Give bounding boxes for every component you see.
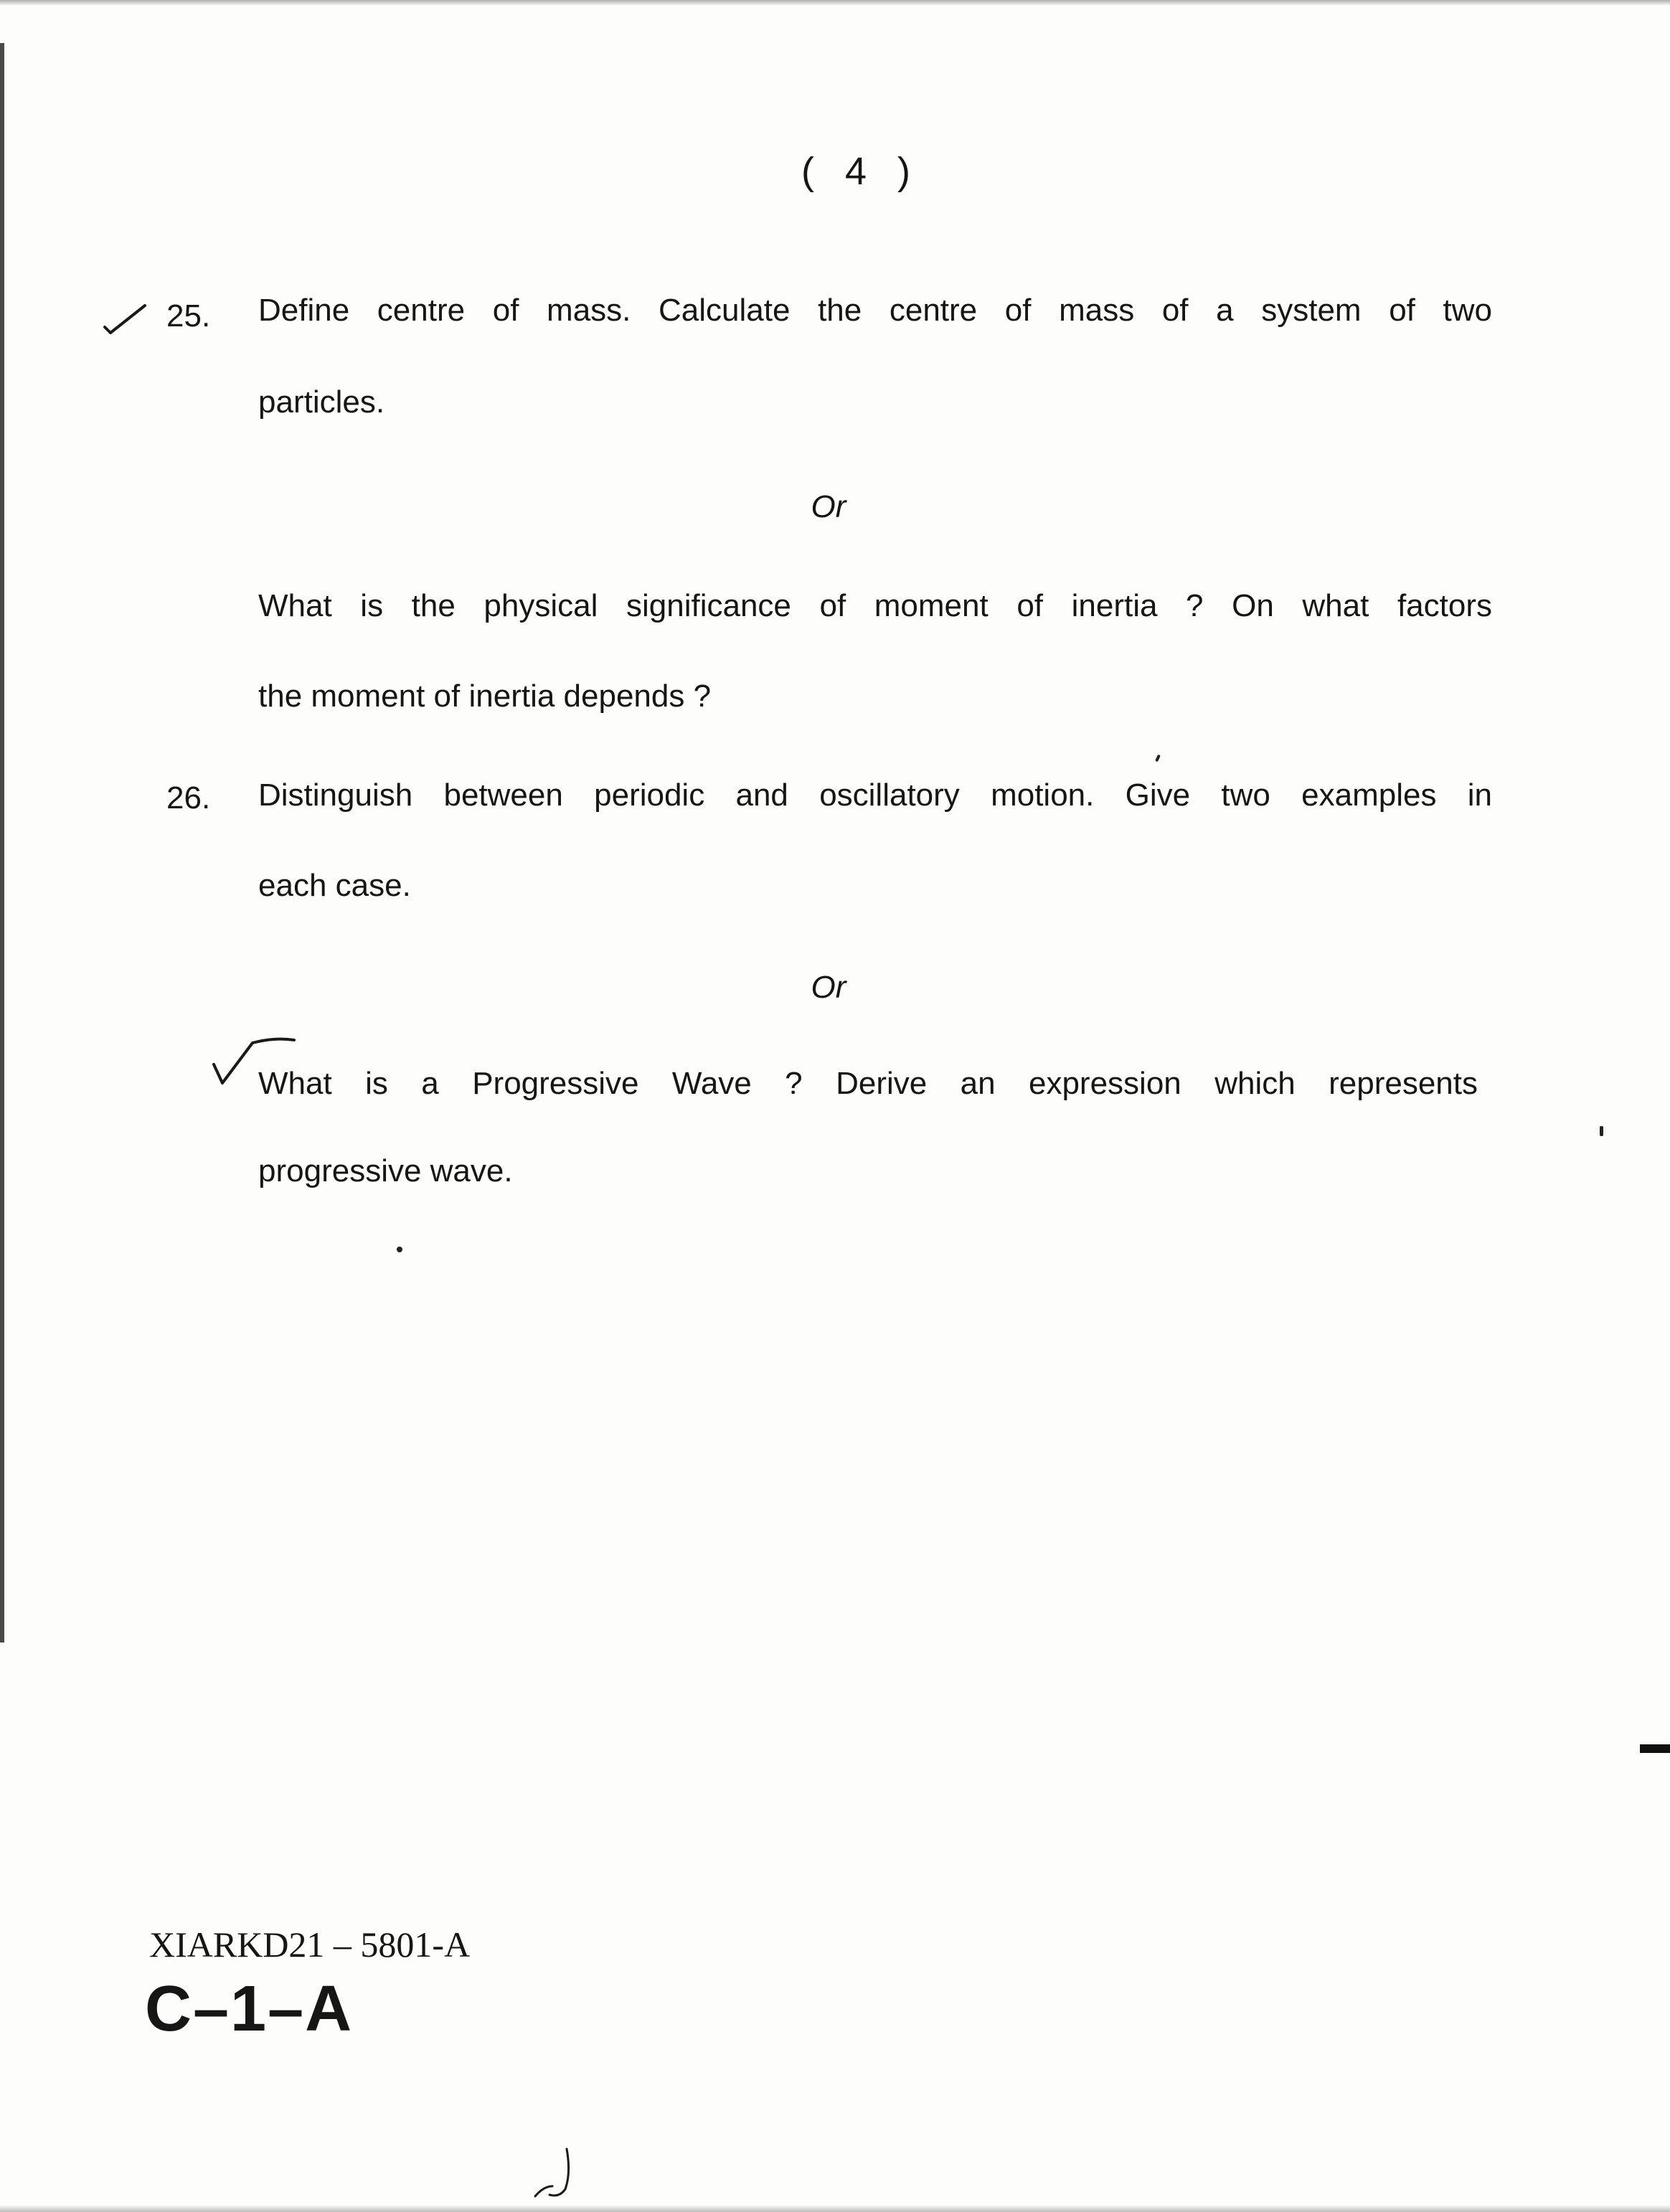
paper-code: XIARKD21 – 5801-A: [149, 1924, 471, 1965]
stray-dot: [397, 1247, 402, 1252]
check-mark-icon: [100, 301, 151, 337]
scan-edge-bottom: [0, 2205, 1670, 2212]
question-text-line: each case.: [258, 868, 411, 903]
page-number: ( 4 ): [801, 150, 920, 193]
question-alt-text-line: What is the physical significance of moment of inertia ? On what factors: [258, 588, 1492, 623]
question-alt-text-line: progressive wave.: [258, 1153, 513, 1188]
scan-edge-top: [0, 0, 1670, 6]
question-number: 26.: [166, 780, 211, 816]
question-alt-text-line: the moment of inertia depends ?: [258, 679, 712, 714]
stray-dot: [1155, 755, 1161, 762]
set-code: C–1–A: [145, 1973, 354, 2045]
or-separator: Or: [811, 970, 846, 1005]
question-text-line: particles.: [258, 384, 385, 420]
question-number: 25.: [166, 298, 211, 334]
pen-scribble-icon: [524, 2145, 588, 2202]
question-alt-text-line: What is a Progressive Wave ? Derive an expression which represents: [258, 1066, 1478, 1101]
question-text-line: Distinguish between periodic and oscillatory motion. Give two examples in: [258, 777, 1492, 813]
question-text-line: Define centre of mass. Calculate the centre of mass of a system of two: [258, 293, 1492, 328]
or-separator: Or: [811, 489, 846, 524]
stray-dot: [1600, 1126, 1603, 1136]
scan-margin-mark: [1640, 1744, 1670, 1753]
scan-edge-left: [0, 43, 4, 1643]
